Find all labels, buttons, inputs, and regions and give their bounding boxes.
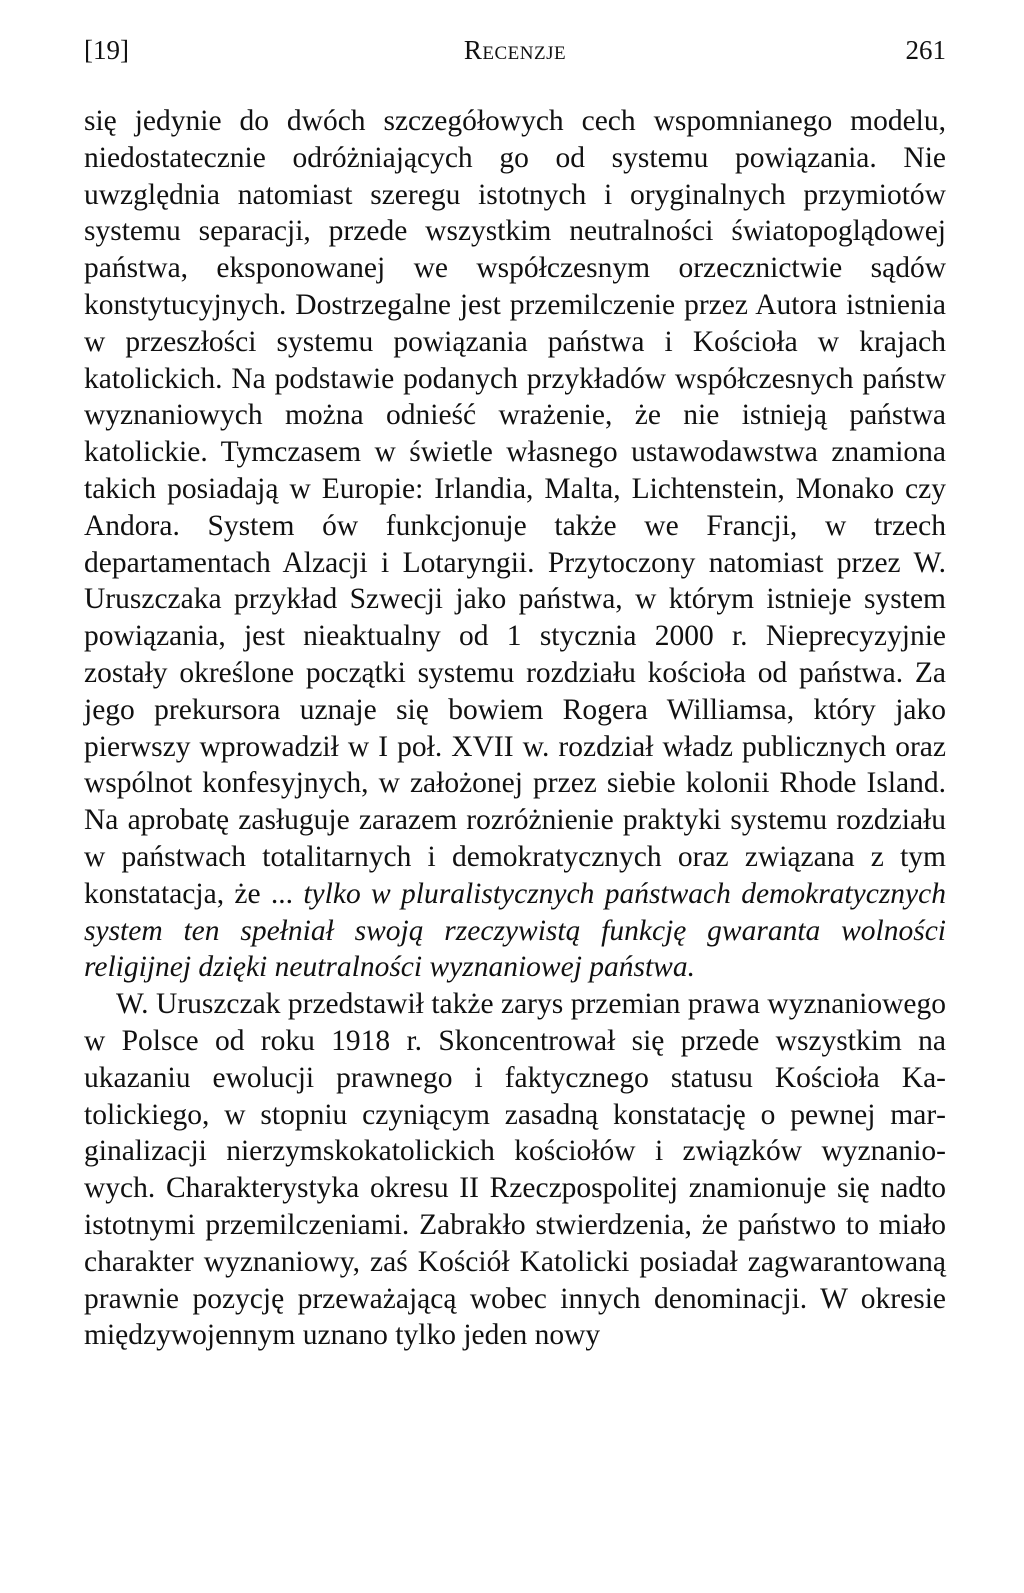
- running-head: [84, 30, 946, 78]
- paragraph-2: W. Uruszczak przedstawił także zarys przemian prawa wyznaniowego w Polsce od roku 1918 r. Skoncentrował się przede wszystkim na ukazaniu ewolucji prawnego i faktycznego statusu Kościoła Katolickiego, w stopniu czyniącym zasadną konstatację o pewnej marginalizacji nierzymskokatolickich kościołów i związków wyznaniowych. Charakterystyka okresu II Rzeczpospolitej znamionuje się nadto istotnymi przemilczeniami. Zabrakło stwierdzenia, że państwo to miało charakter wyznaniowy, zaś Kościół Katolicki posiadał zagwarantowaną prawnie pozycję przeważającą wobec innych denominacji. W okresie międzywojennym uznano tylko jeden nowy: [84, 988, 946, 1352]
- paragraph-1-text: się jedynie do dwóch szczegółowych cech wspomnianego modelu, niedostatecznie odróżniających go od systemu powiązania. Nie uwzględnia natomiast szeregu istotnych i oryginalnych przymiotów systemu separacji, przede wszystkim neutralności światopoglądowej państwa, eksponowanej we współczesnym orzecznictwie sądów konstytucyjnych. Dostrzegalne jest przemilczenie przez Autora istnienia w przeszłości systemu powiązania państwa i Kościoła w krajach katolickich. Na podstawie podanych przykładów współczesnych państw wyznaniowych można odnieść wrażenie, że nie istnieją państwa katolickie. Tymczasem w świetle własnego ustawodawstwa znamiona takich posiadają w Europie: Irlandia, Malta, Lichtenstein, Monako czy Andora. System ów funkcjonuje także we Francji, w trzech departamentach Alzacji i Lotaryngii. Przytoczony natomiast przez W. Uruszczaka przykład Szwecji jako państwa, w którym istnieje system powiązania, jest nieaktualny od 1 stycznia 2000 r. Nieprecyzyjnie zostały określone początki systemu rozdziału kościoła od państwa. Za jego prekursora uznaje się bowiem Rogera Williamsa, który jako pierwszy wprowadził w I poł. XVII w. rozdział władz publicznych oraz wspólnot konfesyjnych, w założonej przez siebie kolonii Rhode Island. Na aprobatę zasługuje zarazem rozróżnienie praktyki systemu rozdziału w państwach totalitarnych i demokratycznych oraz związana z tym konstatacja, że ...: [84, 105, 946, 910]
- paragraph-1: [84, 103, 946, 986]
- page: [84, 30, 946, 1354]
- body-text: [84, 103, 946, 1354]
- italic-quote: tylko w pluralistycznych państwach demokratycznych system ten spełniał swoją rzeczywistą funkcję gwaranta wolności religijnej dzięki neutralności wyznaniowej państwa.: [84, 877, 946, 984]
- section-number: [19]: [84, 35, 129, 65]
- page-number: 261: [905, 35, 946, 65]
- running-title: Recenzje: [463, 35, 567, 65]
